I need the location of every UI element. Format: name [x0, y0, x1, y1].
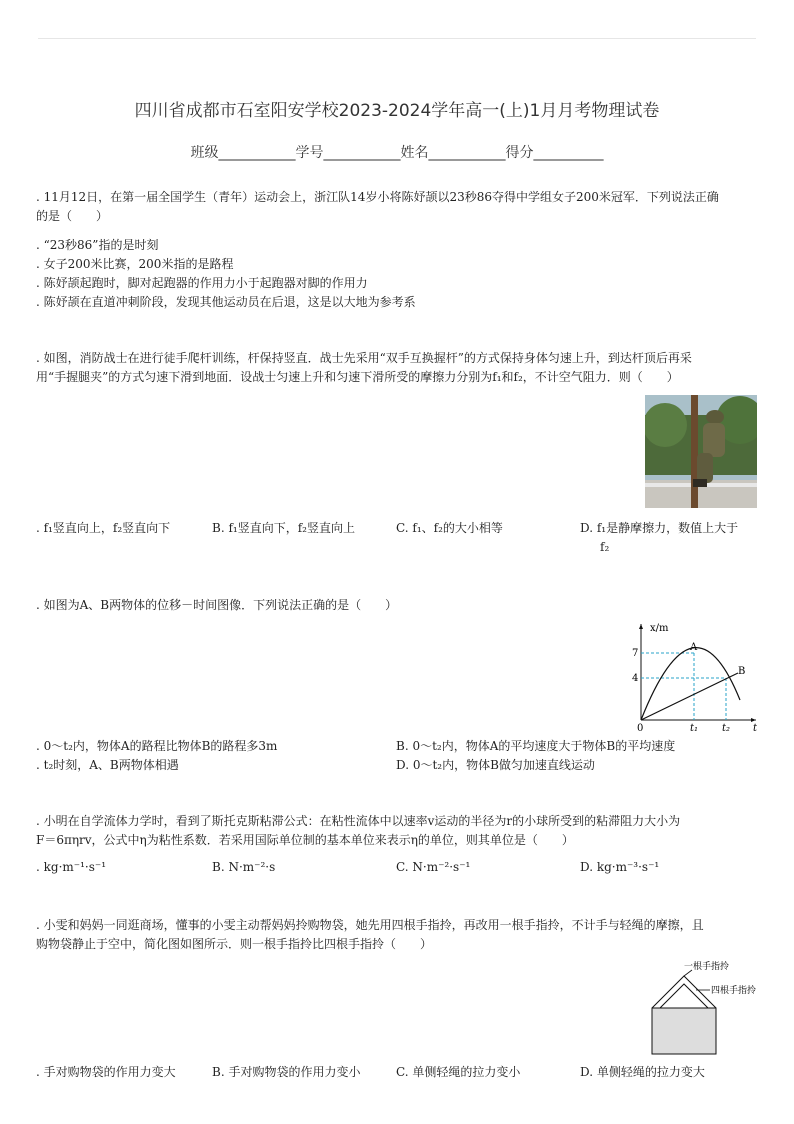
- label-four-fingers: 四根手指拎: [711, 986, 757, 996]
- firefighter-pole-photo: [645, 395, 757, 508]
- y-tick-7: 7: [632, 648, 639, 659]
- q2-option-d: D. f₁是静摩擦力，数值上大于: [580, 521, 739, 535]
- question-4-line-2: F＝6πηrv，公式中η为粘性系数．若采用国际单位制的基本单位来表示η的单位，则其单位是（ ）: [36, 833, 574, 847]
- y-axis-arrow: [639, 624, 643, 629]
- question-1-line-1: . 11月12日，在第一届全国学生（青年）运动会上，浙江队14岁小将陈妤颉以23秒86夺得中学组女子200米冠军．下列说法正确: [36, 190, 719, 204]
- q1-option-b: . 女子200米比赛，200米指的是路程: [36, 257, 234, 271]
- question-2-line-2: 用“手握腿夹”的方式匀速下滑到地面．设战士匀速上升和匀速下滑所受的摩擦力分别为f₁和f₂，不计空气阻力．则（ ）: [36, 370, 679, 384]
- question-4-stem: [36, 812, 758, 850]
- origin-label: 0: [637, 723, 644, 732]
- x-tick-t2: t₂: [722, 723, 731, 732]
- question-5-line-1: . 小雯和妈妈一同逛商场，懂事的小雯主动帮妈妈拎购物袋，她先用四根手指拎，再改用一根手指拎，不计手与轻绳的摩擦，且: [36, 918, 704, 932]
- q4-option-d: D. kg·m⁻³·s⁻¹: [580, 860, 660, 874]
- question-3-stem: [36, 596, 758, 615]
- curve-a: [641, 648, 740, 720]
- q5-option-a: . 手对购物袋的作用力变大: [36, 1065, 176, 1079]
- curve-a-label: A: [690, 642, 698, 653]
- q5-option-d: D. 单侧轻绳的拉力变大: [580, 1065, 705, 1079]
- question-4-line-1: . 小明在自学流体力学时，看到了斯托克斯粘滞公式：在粘性流体中以速率v运动的半径为r的小球所受到的粘滞阻力大小为: [36, 814, 681, 828]
- q4-option-a: . kg·m⁻¹·s⁻¹: [36, 860, 107, 874]
- question-3-line-1: . 如图为A、B两物体的位移－时间图像．下列说法正确的是（ ）: [36, 598, 398, 612]
- x-tick-t1: t₁: [690, 723, 699, 732]
- q4-option-b: B. N·m⁻²·s: [212, 860, 276, 874]
- y-tick-4: 4: [632, 673, 639, 684]
- line-b-label: B: [738, 666, 746, 677]
- y-axis-label: x/m: [650, 623, 669, 634]
- question-1-line-2: 的是（ ）: [36, 209, 109, 223]
- q1-option-a: . “23秒86”指的是时刻: [36, 238, 159, 252]
- label-one-finger: 一根手指拎: [684, 962, 730, 972]
- q1-option-d: . 陈妤颉在直道冲刺阶段，发现其他运动员在后退，这是以大地为参考系: [36, 295, 416, 309]
- line-b: [641, 673, 738, 720]
- q5-option-c: C. 单侧轻绳的拉力变小: [396, 1065, 521, 1079]
- q3-option-c: . t₂时刻，A、B两物体相遇: [36, 758, 179, 772]
- question-5-line-2: 购物袋静止于空中，简化图如图所示．则一根手指拎比四根手指拎（ ）: [36, 937, 433, 951]
- x-axis-arrow: [751, 718, 756, 722]
- student-info-line: 班级___________学号___________姓名___________得分__________: [190, 145, 604, 161]
- rope-outer: [652, 976, 716, 1008]
- q4-option-c: C. N·m⁻²·s⁻¹: [396, 860, 471, 874]
- shopping-bag-figure: [640, 958, 762, 1056]
- question-2-stem: [36, 349, 758, 387]
- question-5-stem: [36, 916, 758, 954]
- header-rule: [38, 38, 756, 39]
- q2-option-b: B. f₁竖直向下，f₂竖直向上: [212, 521, 355, 535]
- q5-option-b: B. 手对购物袋的作用力变小: [212, 1065, 361, 1079]
- question-2-line-1: . 如图，消防战士在进行徒手爬杆训练，杆保持竖直．战士先采用“双手互换握杆”的方式保持身体匀速上升，到达杆顶后再采: [36, 351, 692, 365]
- q2-option-d-continued: f₂: [600, 540, 610, 554]
- q3-option-a: . 0～t₂内，物体A的路程比物体B的路程多3m: [36, 739, 278, 753]
- question-1-stem: [36, 188, 758, 226]
- rope-inner: [660, 984, 708, 1008]
- q2-option-c: C. f₁、f₂的大小相等: [396, 521, 503, 535]
- q3-option-b: B. 0～t₂内，物体A的平均速度大于物体B的平均速度: [396, 739, 676, 753]
- exam-title: 四川省成都市石室阳安学校2023-2024学年高一(上)1月月考物理试卷: [134, 101, 660, 121]
- x-axis-label: t: [753, 723, 758, 732]
- q3-option-d: D. 0～t₂内，物体B做匀加速直线运动: [396, 758, 595, 772]
- displacement-time-graph: [620, 620, 760, 732]
- q1-option-c: . 陈妤颉起跑时，脚对起跑器的作用力小于起跑器对脚的作用力: [36, 276, 368, 290]
- bag-body: [652, 1008, 716, 1054]
- q2-option-a: . f₁竖直向上，f₂竖直向下: [36, 521, 171, 535]
